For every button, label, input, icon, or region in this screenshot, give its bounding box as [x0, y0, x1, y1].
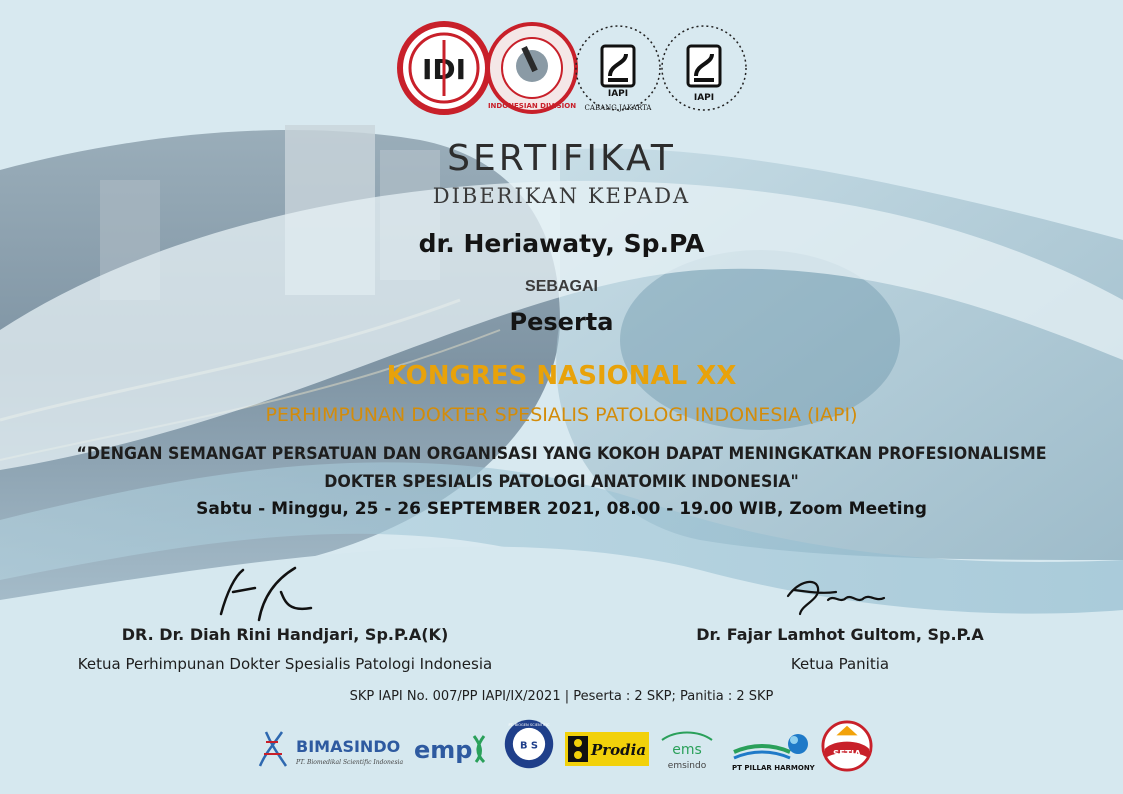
right-signatory-name: Dr. Fajar Lamhot Gultom, Sp.P.A	[696, 625, 984, 644]
skp-credit-info: SKP IAPI No. 007/PP IAPI/IX/2021 | Peserta : 2 SKP; Panitia : 2 SKP	[349, 689, 774, 704]
svg-text:ems: ems	[672, 742, 702, 758]
prodia-logo	[565, 722, 649, 774]
svg-text:PT. BIOGEN SCIENTIFIC: PT. BIOGEN SCIENTIFIC	[508, 723, 550, 728]
bimasindo-logo	[252, 722, 412, 774]
svg-text:CABANG JAKARTA: CABANG JAKARTA	[584, 104, 652, 112]
left-signatory-name: DR. Dr. Diah Rini Handjari, Sp.P.A(K)	[121, 625, 449, 644]
svg-text:IAPI: IAPI	[693, 93, 715, 103]
iap-indonesian-division-logo	[484, 20, 580, 116]
right-signatory-title: Ketua Panitia	[790, 655, 890, 673]
svg-text:B S: B S	[519, 740, 539, 752]
svg-text:Prodia: Prodia	[591, 741, 647, 759]
certificate-title: SERTIFIKAT	[447, 138, 676, 179]
event-theme-line-1: “DENGAN SEMANGAT PERSATUAN DAN ORGANISASI YANG KOKOH DAPAT MENINGKATKAN PROFESIONALISME	[76, 444, 1047, 464]
right-signature	[780, 570, 890, 622]
svg-text:IAPI: IAPI	[607, 89, 629, 99]
emp-logo	[414, 722, 494, 774]
svg-text:BIMASINDO: BIMASINDO	[296, 737, 401, 756]
svg-text:PT PILLAR HARMONY: PT PILLAR HARMONY	[732, 764, 815, 772]
left-signatory-title: Ketua Perhimpunan Dokter Spesialis Patologi Indonesia	[77, 655, 493, 673]
event-theme-line-2: DOKTER SPESIALIS PATOLOGI ANATOMIK INDONESIA"	[324, 472, 799, 492]
iapi-jakarta-logo	[570, 20, 666, 116]
recipient-name: dr. Heriawaty, Sp.PA	[418, 229, 705, 258]
svg-text:SETIA: SETIA	[833, 749, 861, 760]
setia-logo	[820, 720, 874, 772]
event-theme	[39, 440, 1083, 496]
given-to-label: DIBERIKAN KEPADA	[432, 184, 691, 208]
biogen-scientific-logo	[500, 718, 558, 770]
svg-text:PT. Biomedikal Scientific Indo: PT. Biomedikal Scientific Indonesia	[296, 759, 404, 766]
event-title: KONGRES NASIONAL XX	[386, 361, 737, 391]
idi-logo	[396, 20, 492, 116]
left-signature	[215, 562, 325, 624]
pillar-harmony-logo	[728, 722, 818, 774]
svg-text:emsindo: emsindo	[667, 761, 707, 771]
organization-name: PERHIMPUNAN DOKTER SPESIALIS PATOLOGI INDONESIA (IAPI)	[265, 404, 858, 426]
as-label: SEBAGAI	[525, 278, 598, 295]
svg-text:IDI: IDI	[421, 53, 467, 86]
svg-text:emp: emp	[414, 736, 473, 764]
emsindo-logo	[654, 722, 720, 774]
event-date: Sabtu - Minggu, 25 - 26 SEPTEMBER 2021, 08.00 - 19.00 WIB, Zoom Meeting	[196, 499, 927, 519]
participant-role: Peserta	[509, 308, 614, 336]
svg-text:INDONESIAN DIVISION: INDONESIAN DIVISION	[487, 102, 577, 110]
iapi-logo	[656, 20, 752, 116]
